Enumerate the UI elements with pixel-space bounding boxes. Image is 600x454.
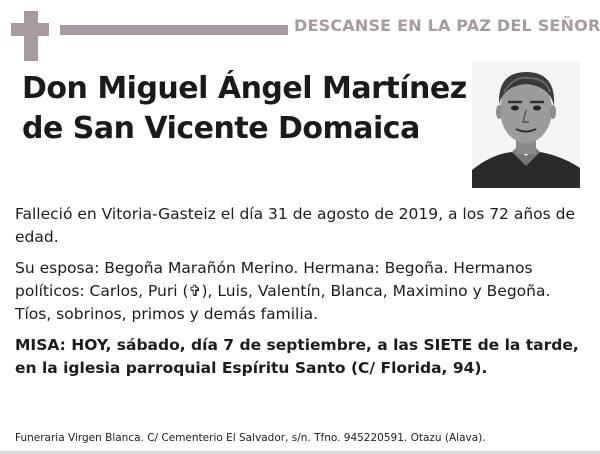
- name-line-1: Don Miguel Ángel Martínez: [22, 71, 467, 106]
- cross-horizontal-bar: [11, 23, 49, 36]
- cross-vertical-bar: [24, 11, 38, 61]
- name-line-2: de San Vicente Domaica: [22, 111, 420, 146]
- header-band: [60, 25, 288, 35]
- deceased-name: [22, 69, 467, 149]
- death-notice: Falleció en Vitoria-Gasteiz el día 31 de agosto de 2019, a los 72 años de edad.: [15, 205, 576, 246]
- header-title: DESCANSE EN LA PAZ DEL SEÑOR: [294, 16, 600, 35]
- mass-announcement: MISA: HOY, sábado, día 7 de septiembre, a las SIETE de la tarde, en la iglesia parroquial Espíritu Santo (C/ Florida, 94).: [15, 336, 579, 377]
- portrait-illustration: [472, 62, 580, 188]
- notice-body: [15, 203, 585, 388]
- funeral-home-footer: Funeraria Virgen Blanca. C/ Cementerio El Salvador, s/n. Tfno. 945220591. Otazu (Alava).: [15, 432, 486, 444]
- portrait-photo: [472, 62, 580, 188]
- family-list: Su esposa: Begoña Marañón Merino. Hermana: Begoña. Hermanos políticos: Carlos, Puri (✞), Luis, Valentín, Blanca, Maximino y Begoña. Tíos, sobrinos, primos y demás familia.: [15, 259, 551, 323]
